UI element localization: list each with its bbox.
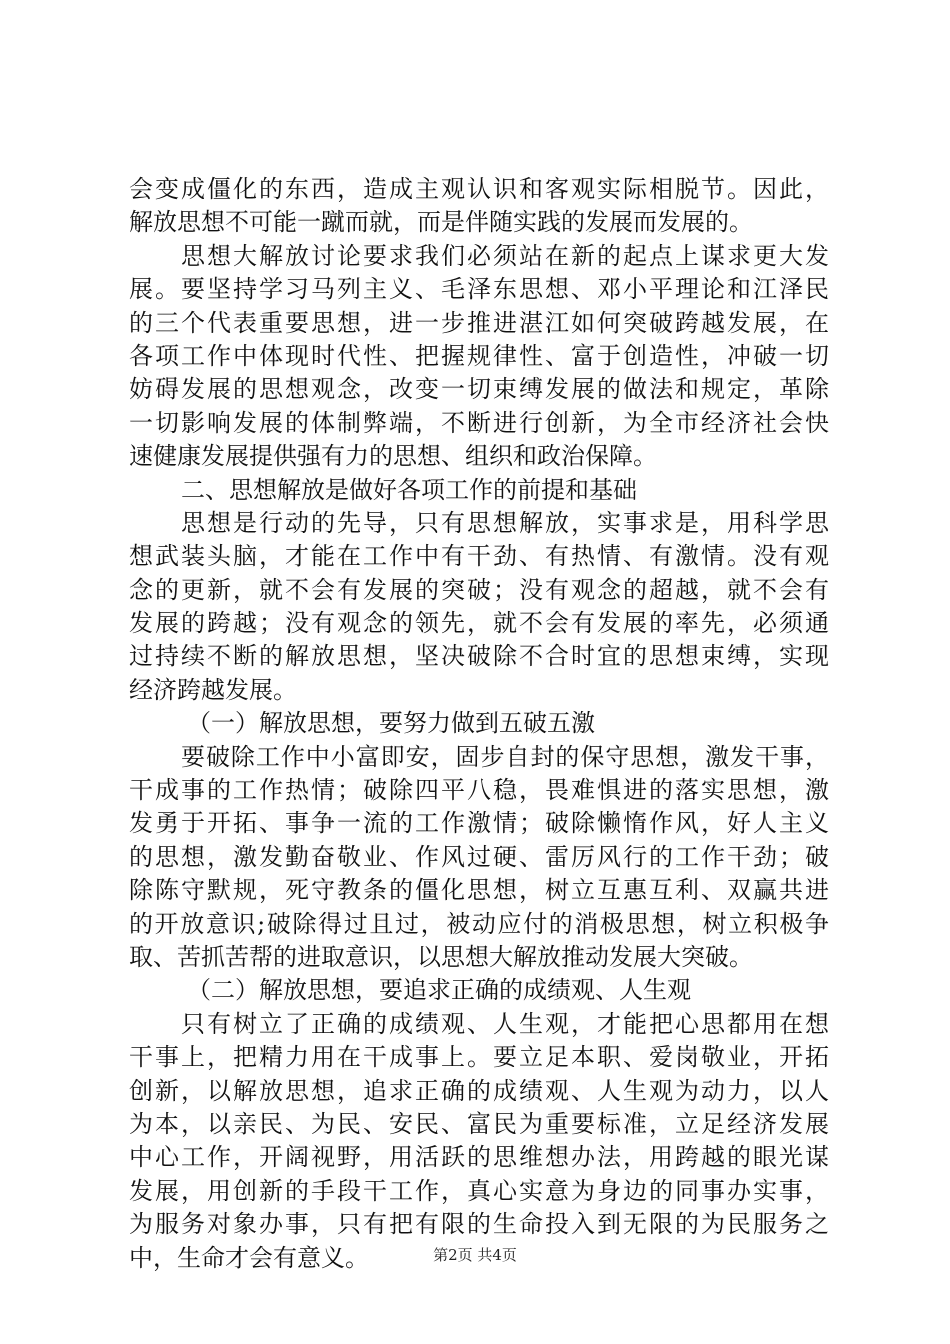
text-line: 为服务对象办事，只有把有限的生命投入到无限的为民服务之 [129, 1210, 829, 1239]
text-line: 经济跨越发展。 [129, 675, 297, 704]
paragraph-continued [129, 173, 829, 240]
subsection-heading: （二）解放思想，要追求正确的成绩观、人生观 [187, 976, 691, 1005]
text-line: 解放思想不可能一蹴而就，而是伴随实践的发展而发展的。 [129, 208, 753, 237]
paragraph-thought-guide [129, 507, 829, 707]
text-line: 只有树立了正确的成绩观、人生观，才能把心思都用在想 [181, 1009, 829, 1038]
text-line: 发展的跨越；没有观念的领先，就不会有发展的率先，必须通 [129, 609, 829, 638]
text-line: 要破除工作中小富即安，固步自封的保守思想，激发干事， [181, 742, 829, 771]
text-line: 思想是行动的先导，只有思想解放，实事求是，用科学思 [181, 508, 829, 537]
text-line: 干事上，把精力用在干成事上。要立足本职、爱岗敬业，开拓 [129, 1043, 829, 1072]
page-footer: 第2页 共4页 [433, 1246, 517, 1264]
text-line: 中心工作，开阔视野，用活跃的思维想办法，用跨越的眼光谋 [129, 1143, 829, 1172]
text-line: 的思想，激发勤奋敬业、作风过硬、雷厉风行的工作干劲；破 [129, 842, 829, 871]
text-line: 除陈守默规，死守教条的僵化思想，树立互惠互利、双赢共进 [129, 876, 829, 905]
text-line: 干成事的工作热情；破除四平八稳，畏难惧进的落实思想，激 [129, 776, 829, 805]
subsection-heading: （一）解放思想，要努力做到五破五激 [187, 709, 595, 738]
text-line: 发勇于开拓、事争一流的工作激情；破除懒惰作风，好人主义 [129, 809, 829, 838]
text-line: 各项工作中体现时代性、把握规律性、富于创造性，冲破一切 [129, 341, 829, 370]
text-line: 想武装头脑，才能在工作中有干劲、有热情、有激情。没有观 [129, 542, 829, 571]
text-line: 一切影响发展的体制弊端，不断进行创新，为全市经济社会快 [129, 408, 829, 437]
text-line: 创新，以解放思想，追求正确的成绩观、人生观为动力，以人 [129, 1076, 829, 1105]
text-line: 发展，用创新的手段干工作，真心实意为身边的同事办实事， [129, 1176, 829, 1205]
text-line: 取、苦抓苦帮的进取意识，以思想大解放推动发展大突破。 [129, 942, 753, 971]
text-line: 思想大解放讨论要求我们必须站在新的起点上谋求更大发 [181, 241, 829, 270]
text-line: 的三个代表重要思想，进一步推进湛江如何突破跨越发展，在 [129, 308, 829, 337]
heading-section-two [129, 474, 829, 507]
heading-subsection-one [129, 707, 829, 740]
text-line: 妨碍发展的思想观念，改变一切束缚发展的做法和规定，革除 [129, 375, 829, 404]
text-line: 为本，以亲民、为民、安民、富民为重要标准，立足经济发展 [129, 1109, 829, 1138]
document-body [129, 173, 829, 1275]
paragraph-five-breaks [129, 741, 829, 975]
text-line: 中，生命才会有意义。 [129, 1243, 369, 1272]
text-line: 的开放意识;破除得过且过，被动应付的消极思想，树立积极争 [129, 909, 829, 938]
heading-subsection-two [129, 974, 829, 1007]
text-line: 速健康发展提供强有力的思想、组织和政治保障。 [129, 442, 657, 471]
text-line: 展。要坚持学习马列主义、毛泽东思想、邓小平理论和江泽民 [129, 275, 829, 304]
section-heading: 二、思想解放是做好各项工作的前提和基础 [181, 475, 637, 504]
paragraph-higher-development [129, 240, 829, 474]
paragraph-achievement-view [129, 1008, 829, 1275]
text-line: 过持续不断的解放思想，坚决破除不合时宜的思想束缚，实现 [129, 642, 829, 671]
text-line: 会变成僵化的东西，造成主观认识和客观实际相脱节。因此， [129, 175, 829, 203]
text-line: 念的更新，就不会有发展的突破；没有观念的超越，就不会有 [129, 575, 829, 604]
